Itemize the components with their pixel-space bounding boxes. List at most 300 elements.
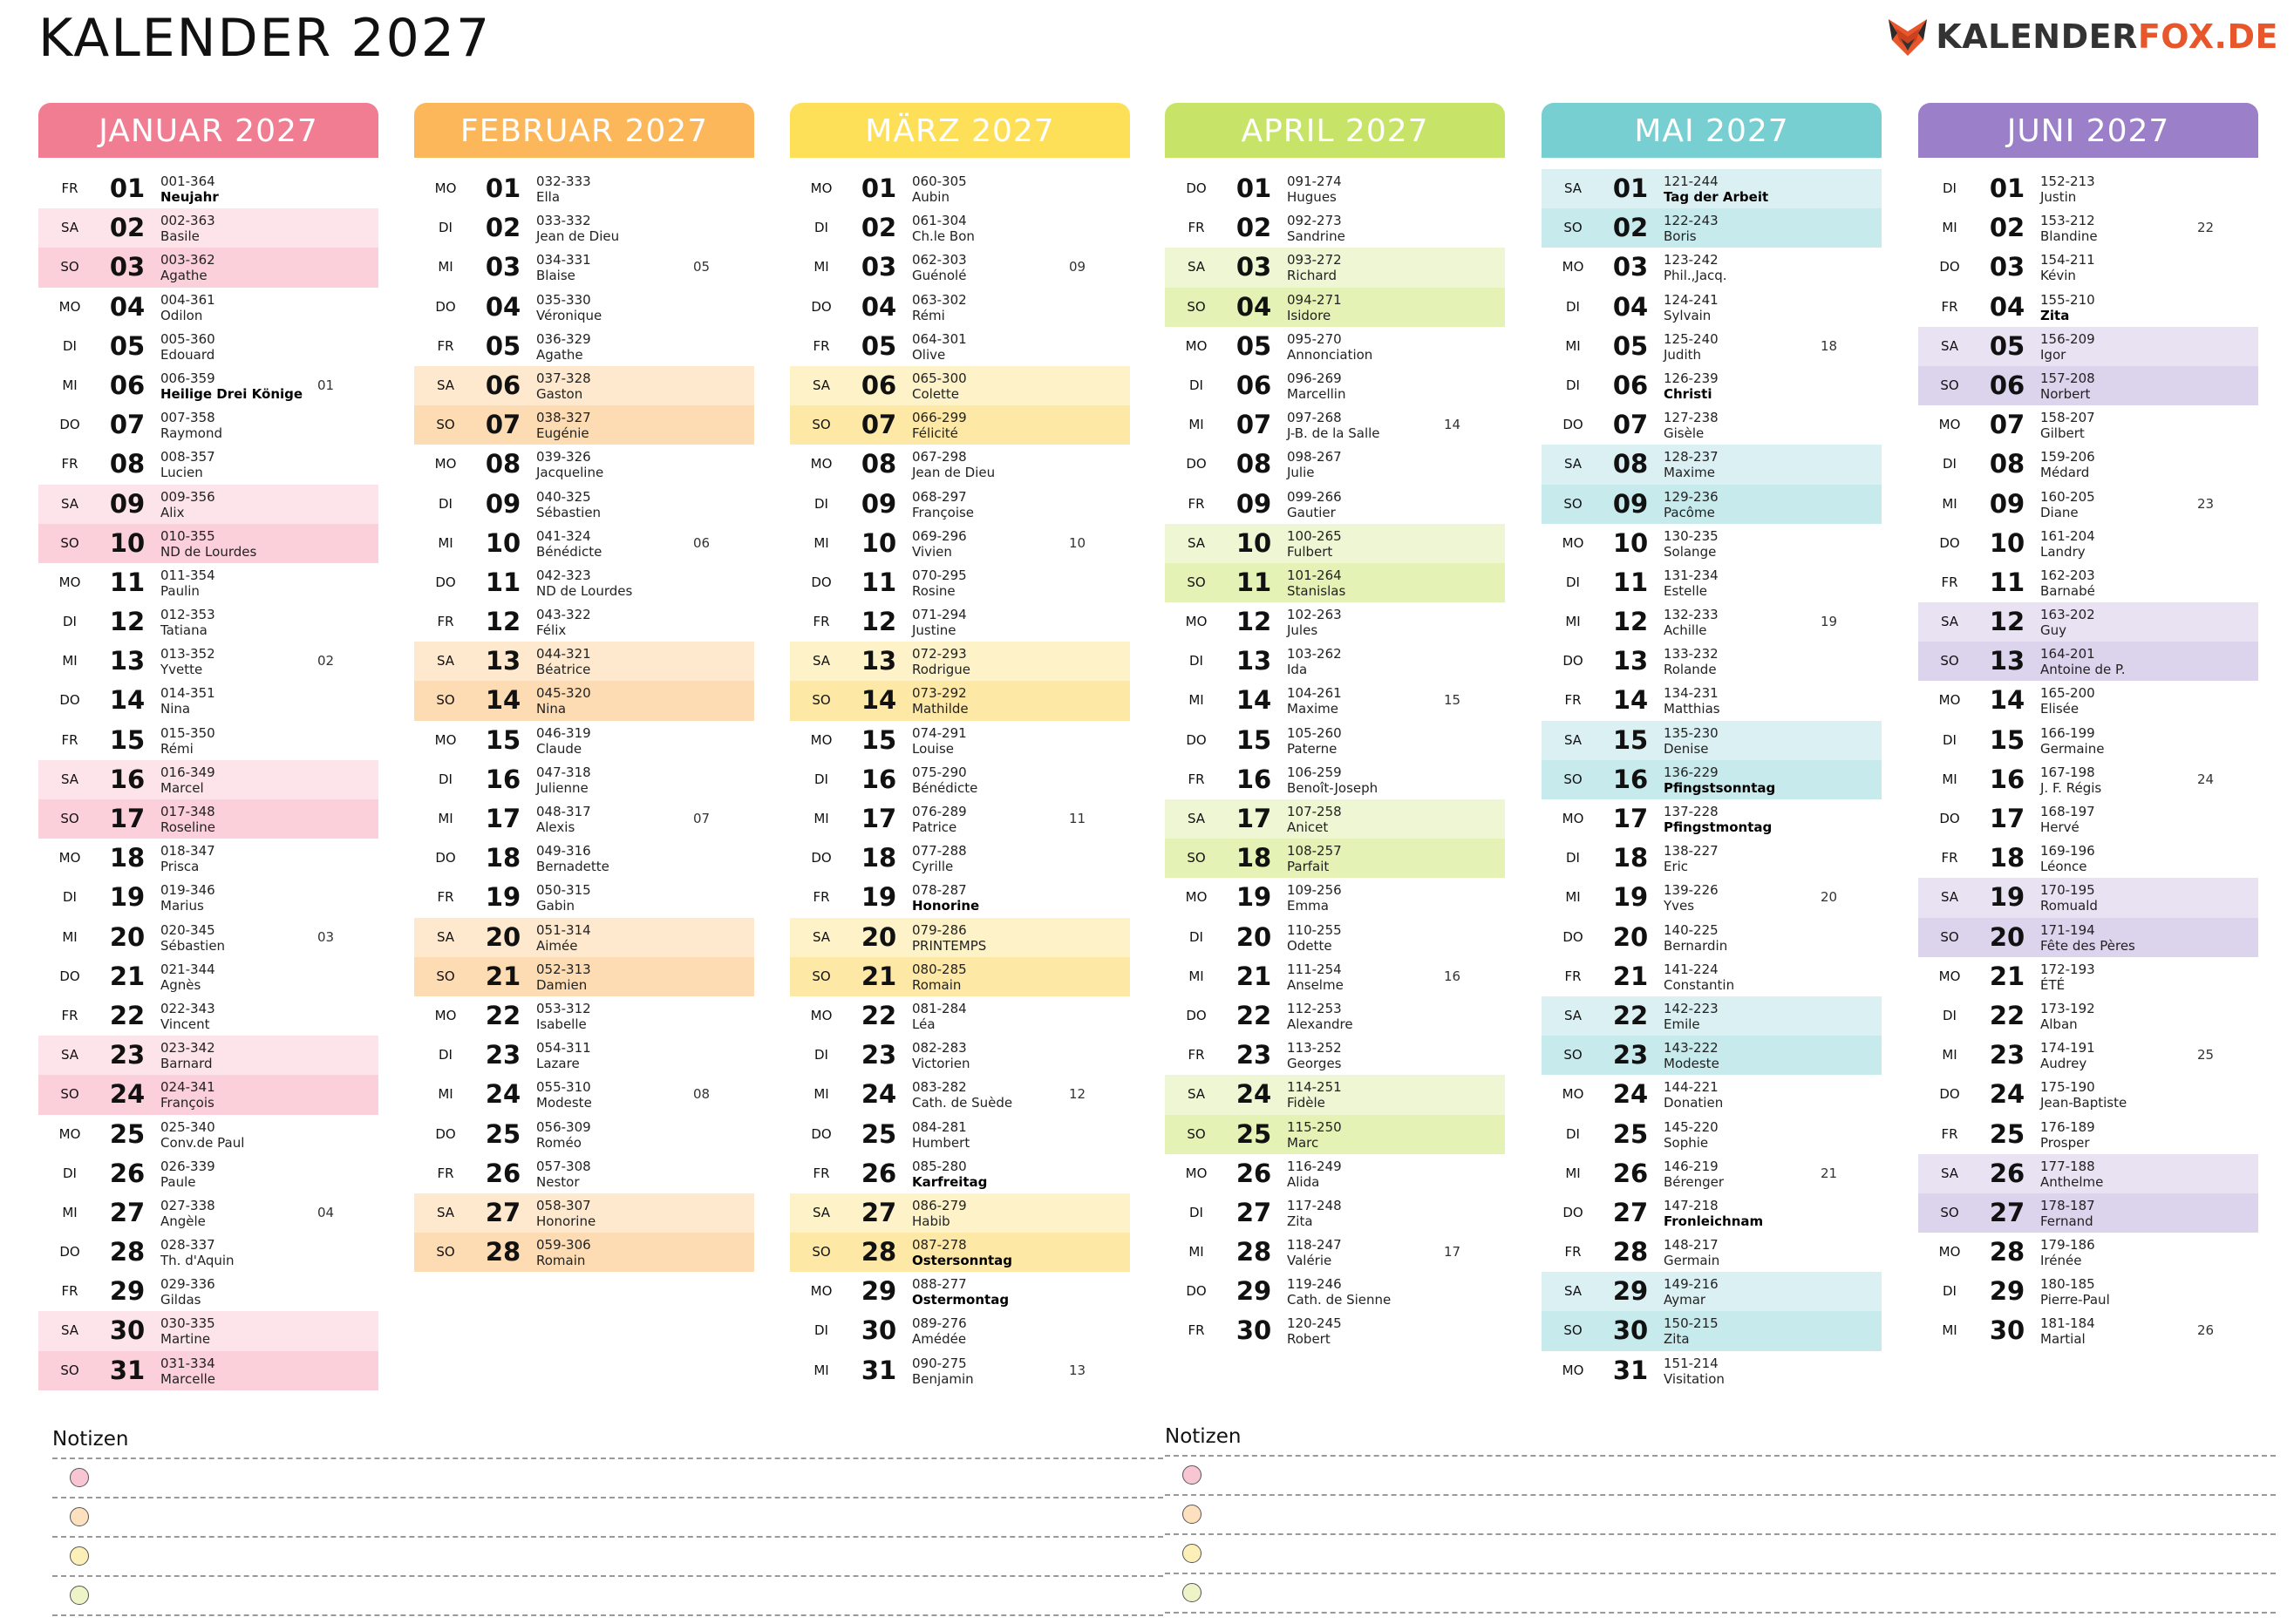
day-row[interactable] [790,602,1130,642]
day-row[interactable] [414,288,754,327]
name-day: Anthelme [2040,1173,2104,1190]
day-row[interactable] [414,1075,754,1114]
weekday-label: DO [1939,534,1960,551]
day-row[interactable] [414,799,754,839]
day-of-year: 013-352 [160,646,215,663]
day-row[interactable] [1542,485,1882,524]
day-row[interactable] [1542,721,1882,760]
day-row[interactable] [414,721,754,760]
holiday-name: Tag der Arbeit [1664,189,1769,205]
day-row[interactable] [414,878,754,917]
day-row[interactable] [1542,1311,1882,1350]
day-row[interactable] [414,248,754,287]
week-number: 01 [317,377,335,393]
day-info [536,685,591,717]
day-row[interactable] [790,996,1130,1036]
day-row[interactable] [414,169,754,208]
day-row[interactable] [1165,721,1505,760]
day-row[interactable] [38,918,378,957]
day-row[interactable] [1542,996,1882,1036]
note-line[interactable] [1165,1455,2276,1494]
page-title: KALENDER 2027 [38,8,492,69]
day-of-year: 004-361 [160,291,215,308]
day-row[interactable] [414,485,754,524]
weekday-label: SO [436,968,455,984]
day-row[interactable] [1542,957,1882,996]
name-day: Françoise [912,504,975,520]
day-row[interactable] [1542,1075,1882,1114]
day-row[interactable] [1542,1193,1882,1233]
day-row[interactable] [414,366,754,405]
day-row[interactable] [1918,327,2258,366]
day-row[interactable] [414,445,754,484]
day-info [1287,1079,1342,1111]
day-row[interactable] [1918,1115,2258,1154]
day-row[interactable] [1165,327,1505,366]
day-number: 14 [109,685,146,716]
day-info [536,804,591,835]
day-row[interactable] [1542,760,1882,799]
day-info [1287,449,1342,480]
weekday-label: DI [1189,928,1203,945]
day-row[interactable] [790,563,1130,602]
day-row[interactable] [1542,602,1882,642]
day-row[interactable] [414,563,754,602]
day-of-year: 169-196 [2040,843,2095,860]
day-info [1664,1315,1719,1347]
day-row[interactable] [790,681,1130,720]
weekday-label: SO [1563,1047,1583,1063]
day-row[interactable] [38,1193,378,1233]
day-row[interactable] [790,1075,1130,1114]
name-day: Fernand [2040,1213,2093,1229]
circle-bullet-icon [70,1586,89,1605]
day-row[interactable] [1542,681,1882,720]
day-row[interactable] [1165,1311,1505,1350]
day-number: 13 [109,646,146,676]
day-row[interactable] [38,288,378,327]
name-day: Sébastien [536,504,602,520]
day-number: 05 [1235,330,1272,361]
day-number: 02 [109,213,146,243]
day-row[interactable] [790,839,1130,878]
day-row[interactable] [790,327,1130,366]
day-number: 24 [1235,1079,1272,1110]
day-number: 08 [861,449,897,479]
day-number: 01 [109,173,146,203]
day-number: 10 [485,527,521,558]
day-row[interactable] [790,524,1130,563]
day-of-year: 046-319 [536,724,591,741]
day-row[interactable] [1542,1154,1882,1193]
day-row[interactable] [1542,327,1882,366]
day-info [2040,410,2095,441]
day-row[interactable] [38,1272,378,1311]
name-day: Gildas [160,1292,201,1308]
day-row[interactable] [414,681,754,720]
name-day: Kévin [2040,268,2076,284]
day-row[interactable] [1165,563,1505,602]
day-row[interactable] [1165,445,1505,484]
name-day: Jacqueline [536,465,604,481]
day-row[interactable] [1918,288,2258,327]
day-row[interactable] [1918,681,2258,720]
day-row[interactable] [38,799,378,839]
day-row[interactable] [1542,248,1882,287]
day-row[interactable] [1165,918,1505,957]
day-row[interactable] [414,760,754,799]
day-of-year: 124-241 [1664,291,1719,308]
day-number: 02 [485,213,521,243]
day-row[interactable] [1918,445,2258,484]
day-row[interactable] [414,1036,754,1075]
day-row[interactable] [38,1115,378,1154]
day-row[interactable] [414,602,754,642]
day-row[interactable] [790,1272,1130,1311]
day-row[interactable] [790,1311,1130,1350]
day-row[interactable] [1165,878,1505,917]
day-row[interactable] [1918,1272,2258,1311]
weekday-label: FR [813,614,830,630]
week-number: 19 [1821,614,1838,630]
day-row[interactable] [38,878,378,917]
day-of-year: 166-199 [2040,724,2095,741]
day-number: 22 [1989,1000,2025,1030]
day-of-year: 160-205 [2040,488,2095,505]
day-row[interactable] [1165,1154,1505,1193]
note-line[interactable] [1165,1573,2276,1612]
day-row[interactable] [414,1193,754,1233]
day-row[interactable] [1918,208,2258,248]
day-of-year: 136-229 [1664,764,1719,780]
day-row[interactable] [38,1154,378,1193]
day-row[interactable] [414,1233,754,1272]
day-row[interactable] [1918,563,2258,602]
weekday-label: MI [813,1362,829,1378]
day-row[interactable] [38,248,378,287]
day-number: 06 [1612,370,1649,400]
day-row[interactable] [1918,485,2258,524]
weekday-label: DI [63,889,77,906]
day-row[interactable] [1542,1272,1882,1311]
day-row[interactable] [1918,1075,2258,1114]
weekday-label: FR [61,1007,78,1023]
day-row[interactable] [38,996,378,1036]
day-row[interactable] [1918,799,2258,839]
day-row[interactable] [38,957,378,996]
day-row[interactable] [1918,366,2258,405]
day-row[interactable] [790,760,1130,799]
name-day: ÉTÉ [2040,976,2066,993]
name-day: Landry [2040,543,2086,560]
day-row[interactable] [38,563,378,602]
day-row[interactable] [1165,1193,1505,1233]
day-number: 18 [485,843,521,873]
day-row[interactable] [1918,1154,2258,1193]
day-row[interactable] [1918,918,2258,957]
day-row[interactable] [1542,1351,1882,1390]
day-row[interactable] [790,1351,1130,1390]
day-of-year: 012-353 [160,607,215,623]
day-row[interactable] [414,957,754,996]
note-line[interactable] [52,1536,1163,1575]
name-day: Lazare [536,1056,580,1072]
day-number: 31 [109,1355,146,1385]
day-info [2040,252,2095,283]
name-day: Phil.,Jacq. [1664,268,1727,284]
day-info [912,843,967,874]
day-row[interactable] [790,445,1130,484]
day-row[interactable] [1165,208,1505,248]
day-row[interactable] [790,799,1130,839]
day-row[interactable] [1918,878,2258,917]
day-row[interactable] [1165,1036,1505,1075]
name-day: Jean de Dieu [912,465,996,481]
day-row[interactable] [790,169,1130,208]
name-day: Elisée [2040,701,2080,717]
day-of-year: 088-277 [912,1276,967,1293]
weekday-label: MI [62,653,78,669]
day-row[interactable] [790,1115,1130,1154]
day-number: 21 [861,961,897,991]
day-row[interactable] [38,1311,378,1350]
day-row[interactable] [790,1193,1130,1233]
day-info [1287,685,1342,717]
day-row[interactable] [1165,524,1505,563]
day-row[interactable] [790,405,1130,445]
day-of-year: 072-293 [912,646,967,663]
day-row[interactable] [1165,366,1505,405]
day-of-year: 099-266 [1287,488,1342,505]
day-row[interactable] [1165,602,1505,642]
day-number: 10 [109,527,146,558]
day-row[interactable] [414,405,754,445]
month-mar [790,103,1130,1390]
day-row[interactable] [1542,799,1882,839]
day-row[interactable] [1542,445,1882,484]
day-row[interactable] [38,327,378,366]
day-info [536,1237,591,1268]
name-day: Zita [1287,1213,1313,1229]
day-info [1664,1159,1724,1190]
day-row[interactable] [38,721,378,760]
day-row[interactable] [1165,1115,1505,1154]
note-line[interactable] [1165,1494,2276,1533]
day-info [912,1237,1012,1268]
day-number: 05 [1612,330,1649,361]
day-info [1287,607,1342,638]
day-row[interactable] [790,1233,1130,1272]
day-row[interactable] [1542,524,1882,563]
day-of-year: 010-355 [160,527,215,544]
day-info [1287,764,1378,796]
day-row[interactable] [1165,405,1505,445]
day-row[interactable] [790,485,1130,524]
day-row[interactable] [1542,1233,1882,1272]
day-number: 06 [109,370,146,400]
day-row[interactable] [790,208,1130,248]
month-header: JANUAR 2027 [38,103,378,158]
day-row[interactable] [1542,642,1882,681]
day-row[interactable] [38,760,378,799]
day-row[interactable] [1918,1311,2258,1350]
day-row[interactable] [790,721,1130,760]
day-of-year: 018-347 [160,843,215,860]
note-line[interactable] [52,1575,1163,1614]
day-row[interactable] [1918,996,2258,1036]
day-row[interactable] [414,839,754,878]
day-row[interactable] [38,642,378,681]
day-row[interactable] [38,1075,378,1114]
day-row[interactable] [1542,878,1882,917]
day-row[interactable] [790,878,1130,917]
day-row[interactable] [414,996,754,1036]
day-row[interactable] [38,208,378,248]
note-line[interactable] [52,1497,1163,1536]
day-row[interactable] [38,1233,378,1272]
day-row[interactable] [1918,957,2258,996]
day-of-year: 094-271 [1287,291,1342,308]
day-row[interactable] [1165,839,1505,878]
name-day: Ch.le Bon [912,228,975,245]
day-row[interactable] [1165,957,1505,996]
day-row[interactable] [1165,799,1505,839]
name-day: Louise [912,740,954,757]
day-row[interactable] [1542,208,1882,248]
weekday-label: MI [813,259,829,275]
day-of-year: 029-336 [160,1276,215,1293]
name-day: Guy [2040,622,2067,639]
weekday-label: DO [59,1244,80,1260]
name-day: Honorine [536,1213,596,1229]
day-of-year: 002-363 [160,213,215,229]
day-row[interactable] [1542,169,1882,208]
day-row[interactable] [38,445,378,484]
day-row[interactable] [790,248,1130,287]
day-row[interactable] [38,524,378,563]
day-row[interactable] [38,366,378,405]
day-row[interactable] [38,485,378,524]
day-row[interactable] [1918,839,2258,878]
day-row[interactable] [1542,1036,1882,1075]
day-row[interactable] [1165,169,1505,208]
note-line[interactable] [52,1458,1163,1497]
day-row[interactable] [38,1036,378,1075]
day-of-year: 051-314 [536,921,591,938]
day-row[interactable] [38,1351,378,1390]
day-row[interactable] [1918,169,2258,208]
circle-bullet-icon [70,1507,89,1526]
day-row[interactable] [1165,485,1505,524]
day-row[interactable] [790,1154,1130,1193]
day-row[interactable] [1542,366,1882,405]
day-row[interactable] [1918,1036,2258,1075]
day-row[interactable] [790,918,1130,957]
day-info [2040,370,2095,402]
day-number: 10 [1612,527,1649,558]
day-info [1287,646,1342,677]
day-row[interactable] [1918,602,2258,642]
day-info [536,607,591,638]
day-row[interactable] [414,1154,754,1193]
day-row[interactable] [790,366,1130,405]
day-row[interactable] [790,288,1130,327]
weekday-label: DO [1186,1007,1207,1023]
day-row[interactable] [1918,248,2258,287]
day-of-year: 044-321 [536,646,591,663]
day-of-year: 022-343 [160,1000,215,1016]
day-info [2040,1159,2103,1190]
weekday-label: SO [1940,928,1959,945]
week-number: 06 [693,534,711,551]
day-row[interactable] [414,327,754,366]
day-row[interactable] [1542,839,1882,878]
day-info [1287,843,1342,874]
day-row[interactable] [1165,288,1505,327]
day-row[interactable] [1918,1233,2258,1272]
day-row[interactable] [1918,760,2258,799]
day-row[interactable] [1918,405,2258,445]
day-row[interactable] [1165,760,1505,799]
name-day: Rémi [912,307,945,323]
day-row[interactable] [1918,524,2258,563]
day-number: 12 [1612,607,1649,637]
day-row[interactable] [1918,642,2258,681]
day-row[interactable] [1918,721,2258,760]
day-row[interactable] [414,642,754,681]
day-row[interactable] [1165,642,1505,681]
day-row[interactable] [38,681,378,720]
day-info [160,370,303,402]
day-row[interactable] [1542,918,1882,957]
day-row[interactable] [38,405,378,445]
note-line[interactable] [1165,1533,2276,1573]
day-row[interactable] [38,169,378,208]
day-row[interactable] [414,524,754,563]
day-row[interactable] [1165,1272,1505,1311]
day-of-year: 165-200 [2040,685,2095,702]
day-row[interactable] [790,642,1130,681]
day-row[interactable] [1542,563,1882,602]
day-row[interactable] [790,1036,1130,1075]
day-of-year: 069-296 [912,527,967,544]
day-number: 12 [109,607,146,637]
weekday-label: MO [810,731,833,748]
name-day: Anicet [1287,819,1329,835]
day-row[interactable] [38,602,378,642]
day-row[interactable] [414,1115,754,1154]
day-row[interactable] [1918,1193,2258,1233]
day-row[interactable] [1542,405,1882,445]
day-row[interactable] [414,208,754,248]
day-row[interactable] [1165,1233,1505,1272]
day-row[interactable] [1165,681,1505,720]
day-row[interactable] [790,957,1130,996]
brand-logo[interactable] [1885,10,2278,63]
day-of-year: 107-258 [1287,804,1342,819]
day-of-year: 053-312 [536,1000,591,1016]
day-row[interactable] [1542,288,1882,327]
week-number: 03 [317,928,335,945]
day-row[interactable] [1542,1115,1882,1154]
day-row[interactable] [1165,996,1505,1036]
weekday-label: DO [1939,811,1960,826]
day-row[interactable] [38,839,378,878]
day-info [1287,292,1342,323]
day-row[interactable] [1165,1075,1505,1114]
day-row[interactable] [1165,248,1505,287]
day-row[interactable] [414,918,754,957]
